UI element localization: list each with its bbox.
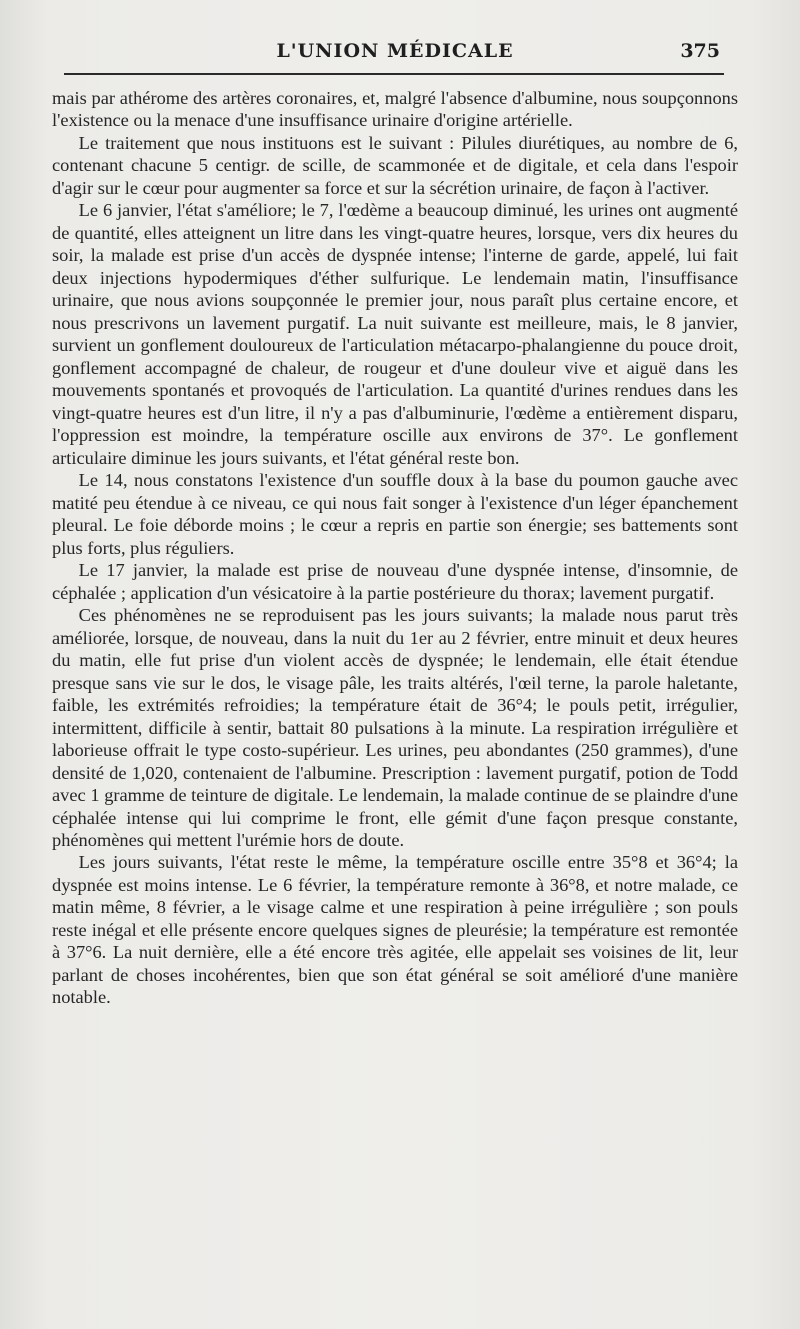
paragraph: Le 17 janvier, la malade est prise de nouveau d'une dyspnée intense, d'insomnie, de céphalée ; application d'un vésicatoire à la partie postérieure du thorax; lavement purgatif. <box>52 560 738 603</box>
page-number: 375 <box>680 40 720 62</box>
paragraph: mais par athérome des artères coronaires, et, malgré l'absence d'albumine, nous soupçonnons l'existence ou la menace d'une insuffisance urinaire d'origine artérielle. <box>52 88 738 131</box>
header-rule <box>64 73 724 75</box>
paragraph: Le traitement que nous instituons est le suivant : Pilules diurétiques, au nombre de 6, contenant chacune 5 centigr. de scille, de scammonée et de digitale, et cela dans l'espoir d'agir sur le cœur pour augmenter sa force et sur la sécrétion urinaire, de façon à l'activer. <box>52 132 738 198</box>
paragraph: Le 14, nous constatons l'existence d'un souffle doux à la base du poumon gauche avec matité peu étendue à ce niveau, ce qui nous fait songer à l'existence d'un léger épanchement pleural. Le foie déborde moins ; le cœur a repris en partie son énergie; ses battements sont plus forts, plus réguliers. <box>52 470 738 558</box>
paragraph: Ces phénomènes ne se reproduisent pas les jours suivants; la malade nous parut très améliorée, lorsque, de nouveau, dans la nuit du 1er au 2 février, entre minuit et deux heures du matin, elle fut prise d'un violent accès de dyspnée; le lendemain, elle était étendue presque sans vie sur le dos, le visage pâle, les traits altérés, l'œil terne, la parole haletante, faible, les extrémités refroidies; la température était de 36°4; le pouls petit, irrégulier, intermittent, difficile à sentir, battait 80 pulsations à la minute. La respiration irrégulière et laborieuse offrait le type costo-supérieur. Les urines, peu abondantes (250 grammes), d'une densité de 1,020, contenaient de l'albumine. Prescription : lavement purgatif, potion de Todd avec 1 gramme de teinture de digitale. Le lendemain, la malade continue de se plaindre d'une céphalée intense qui lui comprime le front, elle gémit d'une façon presque constante, phénomènes qui mettent l'urémie hors de doute. <box>52 605 738 850</box>
running-title: L'UNION MÉDICALE <box>276 40 514 62</box>
body-text <box>52 87 738 1009</box>
page-header <box>60 40 730 70</box>
paragraph: Le 6 janvier, l'état s'améliore; le 7, l'œdème a beaucoup diminué, les urines ont augmenté de quantité, elles atteignent un litre dans les vingt-quatre heures, lorsque, vers dix heures du soir, la malade est prise d'un accès de dyspnée intense; l'interne de garde, appelé, lui fait deux injections hypodermiques d'éther sulfurique. Le lendemain matin, l'insuffisance urinaire, que nous avions soupçonnée le premier jour, nous paraît plus certaine encore, et nous prescrivons un lavement purgatif. La nuit suivante est meilleure, mais, le 8 janvier, survient un gonflement douloureux de l'articulation métacarpo-phalangienne du pouce droit, gonflement accompagné de chaleur, de rougeur et d'une douleur vive et aiguë dans les mouvements spontanés et provoqués de l'articulation. La quantité d'urines rendues dans les vingt-quatre heures est d'un litre, il n'y a pas d'albuminurie, l'œdème a entièrement disparu, l'oppression est moindre, la température oscille aux environs de 37°. Le gonflement articulaire diminue les jours suivants, et l'état général reste bon. <box>52 200 738 468</box>
paragraph: Les jours suivants, l'état reste le même, la température oscille entre 35°8 et 36°4; la dyspnée est moins intense. Le 6 février, la température remonte à 36°8, et notre malade, ce matin même, 8 février, a le visage calme et une respiration à peine irrégulière ; son pouls reste inégal et elle présente encore quelques signes de pleurésie; la température est remontée à 37°6. La nuit dernière, elle a été encore très agitée, elle appelait ses voisines de lit, leur parlant de choses incohérentes, bien que son état général se soit amélioré d'une manière notable. <box>52 852 738 1008</box>
